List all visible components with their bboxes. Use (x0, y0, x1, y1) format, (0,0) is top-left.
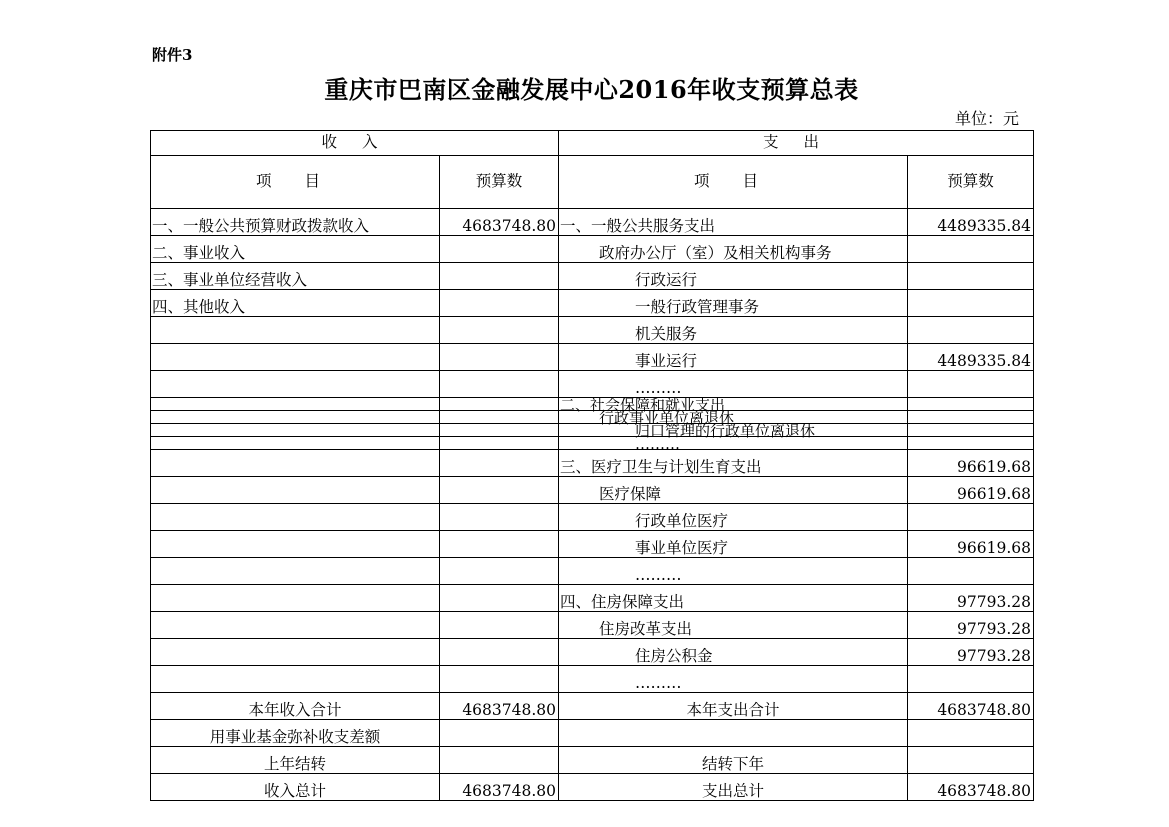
income-amount: 4683748.80 (440, 209, 559, 236)
expense-amount (908, 720, 1034, 747)
expense-amount (908, 263, 1034, 290)
expense-item: 医疗保障 (559, 477, 908, 504)
table-row (151, 639, 1034, 666)
table-row (151, 558, 1034, 585)
expense-item (559, 720, 908, 747)
table-row (151, 504, 1034, 531)
expense-item: 支出总计 (559, 774, 908, 801)
income-item (151, 639, 440, 666)
income-amount (440, 612, 559, 639)
expense-amount (908, 236, 1034, 263)
income-amount (440, 344, 559, 371)
table-row (151, 344, 1034, 371)
expense-amount (908, 437, 1034, 450)
expense-item: 一、一般公共服务支出 (559, 209, 908, 236)
table-row (151, 263, 1034, 290)
income-item (151, 344, 440, 371)
income-budget-header: 预算数 (440, 156, 559, 209)
table-row (151, 693, 1034, 720)
table-row (151, 612, 1034, 639)
expense-amount: 96619.68 (908, 477, 1034, 504)
expense-item: ……… (559, 437, 908, 450)
expense-amount (908, 317, 1034, 344)
expense-amount: 97793.28 (908, 585, 1034, 612)
income-item: 用事业基金弥补收支差额 (151, 720, 440, 747)
expense-amount: 96619.68 (908, 531, 1034, 558)
expense-amount (908, 371, 1034, 398)
column-header-row (151, 156, 1034, 209)
table-row (151, 666, 1034, 693)
table-row (151, 290, 1034, 317)
expense-item: 机关服务 (559, 317, 908, 344)
income-amount (440, 317, 559, 344)
expense-item: 本年支出合计 (559, 693, 908, 720)
income-amount (440, 720, 559, 747)
income-item: 四、其他收入 (151, 290, 440, 317)
income-amount (440, 585, 559, 612)
income-amount (440, 531, 559, 558)
expense-item: ……… (559, 558, 908, 585)
budget-table (150, 130, 1034, 801)
table-row (151, 531, 1034, 558)
income-item (151, 437, 440, 450)
attachment-label: 附件3 (152, 46, 193, 64)
income-item (151, 585, 440, 612)
expense-item: 政府办公厅（室）及相关机构事务 (559, 236, 908, 263)
expense-item: 事业单位医疗 (559, 531, 908, 558)
table-row (151, 747, 1034, 774)
income-item (151, 398, 440, 411)
expense-amount (908, 558, 1034, 585)
expense-amount (908, 747, 1034, 774)
expense-amount: 96619.68 (908, 450, 1034, 477)
unit-label: 单位：元 (955, 109, 1020, 128)
income-amount (440, 290, 559, 317)
income-item: 三、事业单位经营收入 (151, 263, 440, 290)
expense-item: 二、社会保障和就业支出 (559, 398, 908, 411)
table-row (151, 398, 1034, 411)
income-item (151, 411, 440, 424)
expense-item: 四、住房保障支出 (559, 585, 908, 612)
expense-amount (908, 411, 1034, 424)
expense-budget-header: 预算数 (908, 156, 1034, 209)
expense-item: 行政单位医疗 (559, 504, 908, 531)
expense-item: 结转下年 (559, 747, 908, 774)
income-item (151, 424, 440, 437)
income-item (151, 612, 440, 639)
table-row (151, 411, 1034, 424)
income-amount (440, 437, 559, 450)
expense-amount (908, 504, 1034, 531)
income-item (151, 531, 440, 558)
income-amount (440, 558, 559, 585)
income-item (151, 504, 440, 531)
page-title: 重庆市巴南区金融发展中心2016年收支预算总表 (324, 75, 859, 104)
income-item: 收入总计 (151, 774, 440, 801)
expense-section-header: 支 出 (559, 131, 1034, 156)
income-amount (440, 747, 559, 774)
table-row (151, 317, 1034, 344)
table-row (151, 371, 1034, 398)
income-amount (440, 450, 559, 477)
income-item (151, 371, 440, 398)
expense-amount: 4489335.84 (908, 209, 1034, 236)
income-item: 一、一般公共预算财政拨款收入 (151, 209, 440, 236)
expense-amount: 4489335.84 (908, 344, 1034, 371)
expense-item: 行政运行 (559, 263, 908, 290)
income-amount (440, 477, 559, 504)
income-amount (440, 236, 559, 263)
expense-amount (908, 666, 1034, 693)
income-item (151, 317, 440, 344)
income-amount: 4683748.80 (440, 693, 559, 720)
expense-amount (908, 424, 1034, 437)
income-amount (440, 371, 559, 398)
table-row (151, 774, 1034, 801)
expense-item: 归口管理的行政单位离退休 (559, 424, 908, 437)
expense-item: 住房公积金 (559, 639, 908, 666)
income-item: 本年收入合计 (151, 693, 440, 720)
expense-item: ……… (559, 666, 908, 693)
income-item (151, 666, 440, 693)
expense-item: 一般行政管理事务 (559, 290, 908, 317)
expense-amount (908, 290, 1034, 317)
income-section-header: 收 入 (151, 131, 559, 156)
income-item: 上年结转 (151, 747, 440, 774)
table-row (151, 720, 1034, 747)
income-amount (440, 263, 559, 290)
income-item: 二、事业收入 (151, 236, 440, 263)
table-row (151, 477, 1034, 504)
income-amount (440, 666, 559, 693)
expense-amount: 97793.28 (908, 639, 1034, 666)
table-row (151, 437, 1034, 450)
expense-item: 三、医疗卫生与计划生育支出 (559, 450, 908, 477)
expense-item: 行政事业单位离退休 (559, 411, 908, 424)
section-header-row (151, 131, 1034, 156)
table-row (151, 450, 1034, 477)
income-item (151, 558, 440, 585)
income-amount (440, 424, 559, 437)
income-item-header: 项 目 (151, 156, 440, 209)
expense-item: 事业运行 (559, 344, 908, 371)
income-item (151, 450, 440, 477)
expense-item-header: 项 目 (559, 156, 908, 209)
expense-item: ……… (559, 371, 908, 398)
income-amount (440, 504, 559, 531)
income-amount: 4683748.80 (440, 774, 559, 801)
income-amount (440, 398, 559, 411)
income-amount (440, 411, 559, 424)
expense-amount: 4683748.80 (908, 693, 1034, 720)
expense-amount: 97793.28 (908, 612, 1034, 639)
income-item (151, 477, 440, 504)
table-row (151, 236, 1034, 263)
table-row (151, 209, 1034, 236)
income-amount (440, 639, 559, 666)
expense-amount (908, 398, 1034, 411)
table-row (151, 424, 1034, 437)
expense-item: 住房改革支出 (559, 612, 908, 639)
table-row (151, 585, 1034, 612)
expense-amount: 4683748.80 (908, 774, 1034, 801)
